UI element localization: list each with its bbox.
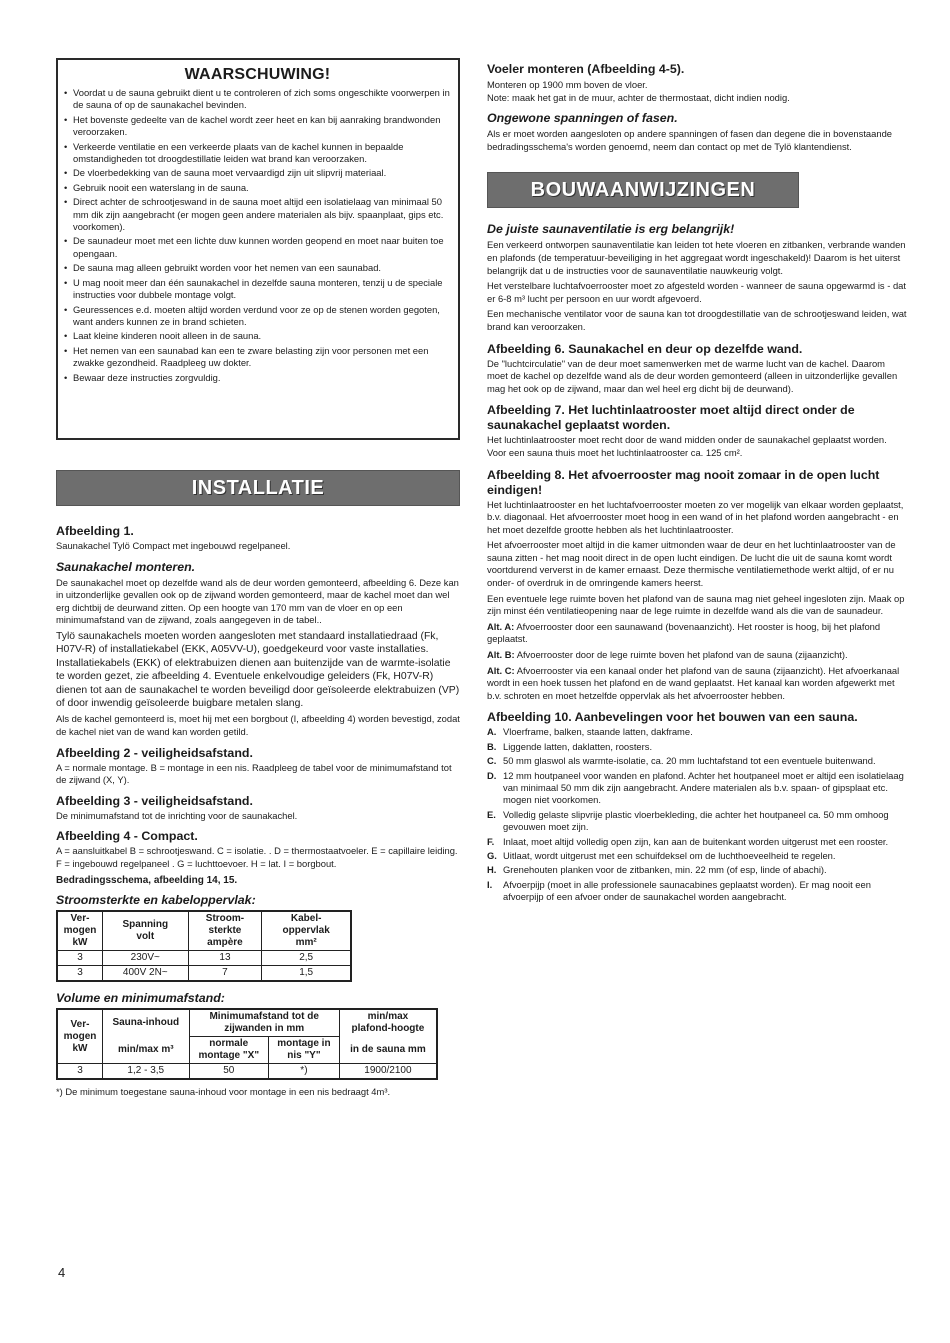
warning-box: [56, 58, 460, 440]
table-cell: 7: [188, 966, 262, 982]
vent-p1: Een verkeerd ontworpen saunaventilatie kan leiden tot hete vloeren en zitbanken, verbrande wanden en plafonds (de temperatuur-beveiliging in het aggregaat wordt ingeschakeld)! Daarom is het uiterst belangrijk dat u de instructies voor de saunaventilatie nauwkeurig volgt.: [487, 239, 906, 276]
table2-header-vermogen: Ver- mogen kW: [57, 1009, 103, 1064]
warning-item: • Het bovenste gedeelte van de kachel wordt zeer heet en kan bij aanraking brandwonden veroorzaken.: [64, 114, 451, 139]
alt-b-text: Afvoerrooster door de lege ruimte boven het plafond van de sauna (zijaanzicht).: [514, 649, 848, 661]
afb2-title: Afbeelding 2 - veiligheidsafstand.: [56, 745, 253, 760]
afb1-title: Afbeelding 1.: [56, 524, 134, 538]
table-cell: 50: [189, 1064, 268, 1080]
vent-title: De juiste saunaventilatie is erg belangrijk!: [487, 222, 735, 237]
table-row: [57, 966, 351, 982]
afb6-title: Afbeelding 6. Saunakachel en deur op dezelfde wand.: [487, 341, 803, 356]
table-cell: 400V 2N~: [103, 966, 189, 982]
list-item-key: C.: [487, 755, 497, 767]
alt-c-text: Afvoerrooster via een kanaal onder het plafond van de sauna (zijaanzicht). Het afvoerkanaal wordt in een hoek tussen het plafond en de wand geplaatst. Het kanaal kan worden afgewerkt met b.v. schroten en moet hetzelfde oppervlak als het afvoerrooster hebben.: [487, 664, 900, 701]
afb10-title: Afbeelding 10. Aanbevelingen voor het bouwen van een sauna.: [487, 710, 858, 725]
afb3-title: Afbeelding 3 - veiligheidsafstand.: [56, 793, 253, 808]
list-item-text: Afvoerpijp (moet in alle professionele saunacabines geplaatst worden). Er mag nooit een afvoerpijp of een afvoer onder de saunakachel worden aangebracht.: [503, 878, 871, 903]
table-cell: 2,5: [262, 951, 351, 966]
afb2-text: A = normale montage. B = montage in een nis. Raadpleeg de tabel voor de minimumafstand tot de zijwand (X, Y).: [56, 761, 452, 786]
table-row: [57, 951, 351, 966]
table-cell: 13: [188, 951, 262, 966]
vent-p2: Het verstelbare luchtafvoerrooster moet zo afgesteld worden - wanneer de sauna opgewarmd is - dat er 6-8 m³ lucht per persoon en uur wordt afgevoerd.: [487, 280, 906, 304]
list-item-text: Volledig gelaste slipvrije plastic vloerbekleding, die achter het houtpaneel ca. 50 mm omhoog gevouwen moet zijn.: [503, 808, 889, 833]
list-item-key: D.: [487, 769, 497, 781]
list-item: [487, 879, 907, 904]
table1-header-stroom: Stroom- sterkte ampère: [188, 911, 262, 951]
afb6-p: De "luchtcirculatie" van de deur moet samenwerken met de warme lucht van de kachel. Daarom moet de kachel op dezelfde wand als de deur worden gemonteerd (alleen in uitzonderlijke gevallen mag het ook op de zijwand, maar dan wel heel erg dicht bij de deurwand).: [487, 357, 898, 394]
afb7-p: Het luchtinlaatrooster moet recht door de wand midden onder de saunakachel geplaatst worden. Voor een sauna thuis moet het luchtinlaatrooster ca. 125 cm².: [487, 434, 887, 458]
list-item: [487, 770, 907, 807]
warning-item: • Direct achter de schrootjeswand in de sauna moet altijd een isolatielaag van minimaal 50 mm dik zijn aangebracht (er mogen geen andere materialen als bijv. spaanplaat, gips etc. voorkomen).: [64, 196, 451, 233]
alt-a: [487, 621, 907, 646]
table-row: [57, 1064, 437, 1080]
table-cell: 3: [57, 951, 103, 966]
list-item: [487, 755, 907, 767]
schema-note: Bedradingsschema, afbeelding 14, 15.: [56, 874, 238, 886]
right-column: [487, 58, 907, 906]
monteren-p1: De saunakachel moet op dezelfde wand als de deur worden gemonteerd, afbeelding 6. Deze kan in uitzonderlijke gevallen ook op de zijwand worden gemonteerd, maar de kachel moet dan wel erg dichtbij de deurwand zitten. Op een hoogte van 170 mm van de vloer en op een minimumafstand van de zijwand, zoals aangegeven in de tabel..: [56, 576, 459, 626]
installatie-banner: INSTALLATIE: [56, 470, 460, 506]
list-item-text: Liggende latten, daklatten, roosters.: [503, 740, 653, 752]
table1-header-spanning: Spanning volt: [103, 911, 189, 951]
afb1-text: Saunakachel Tylö Compact met ingebouwd regelpaneel.: [56, 540, 291, 551]
page-number: 4: [58, 1265, 66, 1280]
warning-item: • Voordat u de sauna gebruikt dient u te controleren of zich soms ongeschikte voorwerpen in de sauna of op de saunakachel bevinden.: [64, 87, 451, 112]
table1-header-kabel: Kabel- oppervlak mm²: [262, 911, 351, 951]
list-item-text: 50 mm glaswol als warmte-isolatie, ca. 20 mm luchtafstand tot een eventuele buitenwand.: [503, 755, 876, 767]
warning-item: • De sauna mag alleen gebruikt worden voor het nemen van een saunabad.: [64, 262, 451, 274]
afb7-title: Afbeelding 7. Het luchtinlaatrooster moet altijd direct onder de saunakachel geplaatst worden.: [487, 403, 855, 433]
table1-header-vermogen: Ver- mogen kW: [57, 911, 103, 951]
table-cell: 1,2 - 3,5: [103, 1064, 190, 1080]
ongewone-p: Als er moet worden aangesloten op andere spanningen of fasen dan degene die in bovenstaande bedradingsschema's worden genoemd, neem dan contact op met de Tylö klantendienst.: [487, 128, 892, 152]
table-cell: *): [268, 1064, 339, 1080]
list-item-text: Inlaat, moet altijd volledig open zijn, kan aan de buitenkant worden uitgerust met een rooster.: [503, 835, 889, 847]
list-item-key: A.: [487, 726, 497, 738]
list-item: [487, 809, 907, 834]
volume-table: [56, 1008, 438, 1080]
afb10-list: [487, 726, 907, 903]
table2-header-y: montage in nis "Y": [268, 1037, 339, 1064]
alt-c: [487, 665, 907, 703]
table2-header-hoogte: min/max plafond-hoogte: [339, 1009, 437, 1037]
table2-header-hoogte-unit: in de sauna mm: [339, 1037, 437, 1064]
warning-list: [64, 87, 451, 384]
warning-item: • De vloerbedekking van de sauna moet vervaardigd zijn uit slipvrij materiaal.: [64, 167, 451, 179]
list-item: [487, 864, 907, 876]
afb4-title: Afbeelding 4 - Compact.: [56, 829, 198, 844]
vent-p3: Een mechanische ventilator voor de sauna kan tot droogdestillatie van de schrootjeswand leiden, wat brand kan veroorzaken.: [487, 308, 907, 332]
list-item-key: B.: [487, 740, 497, 752]
table2-header-x: normale montage "X": [189, 1037, 268, 1064]
list-item-text: Uitlaat, wordt uitgerust met een schuifdeksel om de luchthoeveelheid te regelen.: [503, 850, 836, 862]
warning-item: • Laat kleine kinderen nooit alleen in de sauna.: [64, 330, 451, 342]
alt-b: [487, 649, 907, 662]
afb8-p1: Het luchtinlaatrooster en het luchtafvoerrooster moeten zo ver mogelijk van elkaar worden geplaatst, b.v. diagonaal. Het afvoerrooster moet hoog in een wand of in het plafond worden aangebracht - en het moet dezelfde grootte hebben als het luchtinlaatrooster.: [487, 498, 904, 535]
stroom-table: [56, 910, 352, 982]
list-item: [487, 836, 907, 848]
list-item-text: 12 mm houtpaneel voor wanden en plafond. Achter het houtpaneel moet er altijd een isolatielaag van minimaal 50 mm dik zijn aangebracht. Andere materialen als b.v. spaan- of gipsplaat etc. mogen niet voorkomen.: [503, 769, 904, 806]
warning-item: • Verkeerde ventilatie en een verkeerde plaats van de kachel kunnen in bepaalde omstandigheden tot droogdestillatie leiden wat brand kan veroorzaken.: [64, 141, 451, 166]
warning-item: • Bewaar deze instructies zorgvuldig.: [64, 372, 451, 384]
warning-item: • Gebruik nooit een waterslang in de sauna.: [64, 182, 451, 194]
table2-header-inhoud-unit: min/max m³: [103, 1037, 190, 1064]
footnote: *) De minimum toegestane sauna-inhoud voor montage in een nis bedraagt 4m³.: [56, 1086, 391, 1098]
list-item-key: G.: [487, 850, 497, 862]
table-cell: 1,5: [262, 966, 351, 982]
afb8-title: Afbeelding 8. Het afvoerrooster mag nooit zomaar in de open lucht eindigen!: [487, 467, 880, 497]
list-item: [487, 726, 907, 738]
table-cell: 3: [57, 966, 103, 982]
afb3-text: De minimumafstand tot de inrichting voor de saunakachel.: [56, 809, 298, 821]
warning-item: • U mag nooit meer dan één saunakachel in dezelfde sauna monteren, tenzij u de speciale instructies voor dubbele montage volgt.: [64, 277, 451, 302]
alt-b-label: Alt. B:: [487, 649, 515, 661]
afb4-text: A = aansluitkabel B = schrootjeswand. C = isolatie. . D = thermostaatvoeler. E = capillaire leiding. F = ingebouwd regelpaneel . G = luchttoevoer. H = lat. I = borgbout.: [56, 845, 458, 869]
warning-item: • Het nemen van een saunabad kan een te zware belasting zijn voor personen met een zwakke gezondheid. Raadpleeg uw dokter.: [64, 345, 451, 370]
warning-item: • Geuressences e.d. moeten altijd worden verdund voor ze op de stenen worden gegoten, want anders kunnen ze in brand schieten.: [64, 304, 451, 329]
monteren-p2: Tylö saunakachels moeten worden aangesloten met standaard installatiedraad (Fk, H07V-R) of installatiekabel (EKK, A05VV-U), goedgekeurd voor vaste installaties. Installatiekabels (EKK) of elektrabuizen dienen aan buitenzijde van de warmte-isolatie te worden gezet, zie afbeelding 4. Eventuele enkelvoudige geleiders (Fk, H07V-R) dienen tot aan de saunakachel te worden beveiligd door geïsoleerde elektrabuizen (VP) of door inwendig geïsoleerde buigbare metalen slang.: [56, 630, 460, 709]
left-column: [56, 58, 460, 1102]
list-item: [487, 741, 907, 753]
voeler-p1: Monteren op 1900 mm boven de vloer.: [487, 79, 648, 90]
stroom-title: Stroomsterkte en kabeloppervlak:: [56, 893, 256, 908]
warning-title: WAARSCHUWING!: [184, 66, 331, 83]
afb8-p3: Een eventuele lege ruimte boven het plafond van de sauna mag niet geheel ingesloten zijn. Maak op zijn minst één ventilatieopening naar de lege ruimte in dezelfde wand als die van de saunadeur.: [487, 592, 905, 617]
table-cell: 3: [57, 1064, 103, 1080]
alt-c-label: Alt. C:: [487, 664, 515, 676]
list-item-key: F.: [487, 835, 495, 847]
list-item-key: H.: [487, 864, 497, 876]
ongewone-title: Ongewone spanningen of fasen.: [487, 111, 678, 126]
list-item: [487, 850, 907, 862]
warning-item: • De saunadeur moet met een lichte duw kunnen worden geopend en moet naar buiten toe opengaan.: [64, 235, 451, 260]
list-item-key: I.: [487, 878, 493, 890]
alt-a-text: Afvoerrooster door een saunawand (bovenaanzicht). Het rooster is hoog, bij het plafond geplaatst.: [487, 620, 881, 645]
alt-a-label: Alt. A:: [487, 620, 515, 632]
list-item-text: Grenehouten planken voor de zitbanken, min. 22 mm (of esp, linde of abachi).: [503, 864, 827, 876]
list-item-key: E.: [487, 808, 496, 820]
table-cell: 230V~: [103, 951, 189, 966]
monteren-title: Saunakachel monteren.: [56, 559, 196, 574]
table2-header-afstand: Minimumafstand tot de zijwanden in mm: [189, 1009, 339, 1037]
monteren-p3: Als de kachel gemonteerd is, moet hij met een borgbout (I, afbeelding 4) worden bevestigd, zodat de kachel niet van de wand kan worden getild.: [56, 713, 460, 737]
table-cell: 1900/2100: [339, 1064, 437, 1080]
bouwaanwijzingen-banner: BOUWAANWIJZINGEN: [487, 172, 799, 208]
afb8-p2: Het afvoerrooster moet altijd in die kamer uitmonden waar de deur en het luchtinlaatrooster van de sauna zitten - het mag nooit direct in de open lucht eindigen. De lucht die uit de sauna komt wordt voortdurend ververst in de kamer ernaast. Deze thermische ventilatiemethode werkt altijd, of er nu onder- of overdruk in de omringende kamers heerst.: [487, 539, 896, 589]
table2-header-inhoud: Sauna-inhoud: [103, 1009, 190, 1037]
list-item-text: Vloerframe, balken, staande latten, dakframe.: [503, 726, 693, 738]
voeler-p2: Note: maak het gat in de muur, achter de thermostaat, dicht indien nodig.: [487, 91, 790, 103]
voeler-title: Voeler monteren (Afbeelding 4-5).: [487, 62, 685, 76]
volume-title: Volume en minimumafstand:: [56, 991, 225, 1006]
